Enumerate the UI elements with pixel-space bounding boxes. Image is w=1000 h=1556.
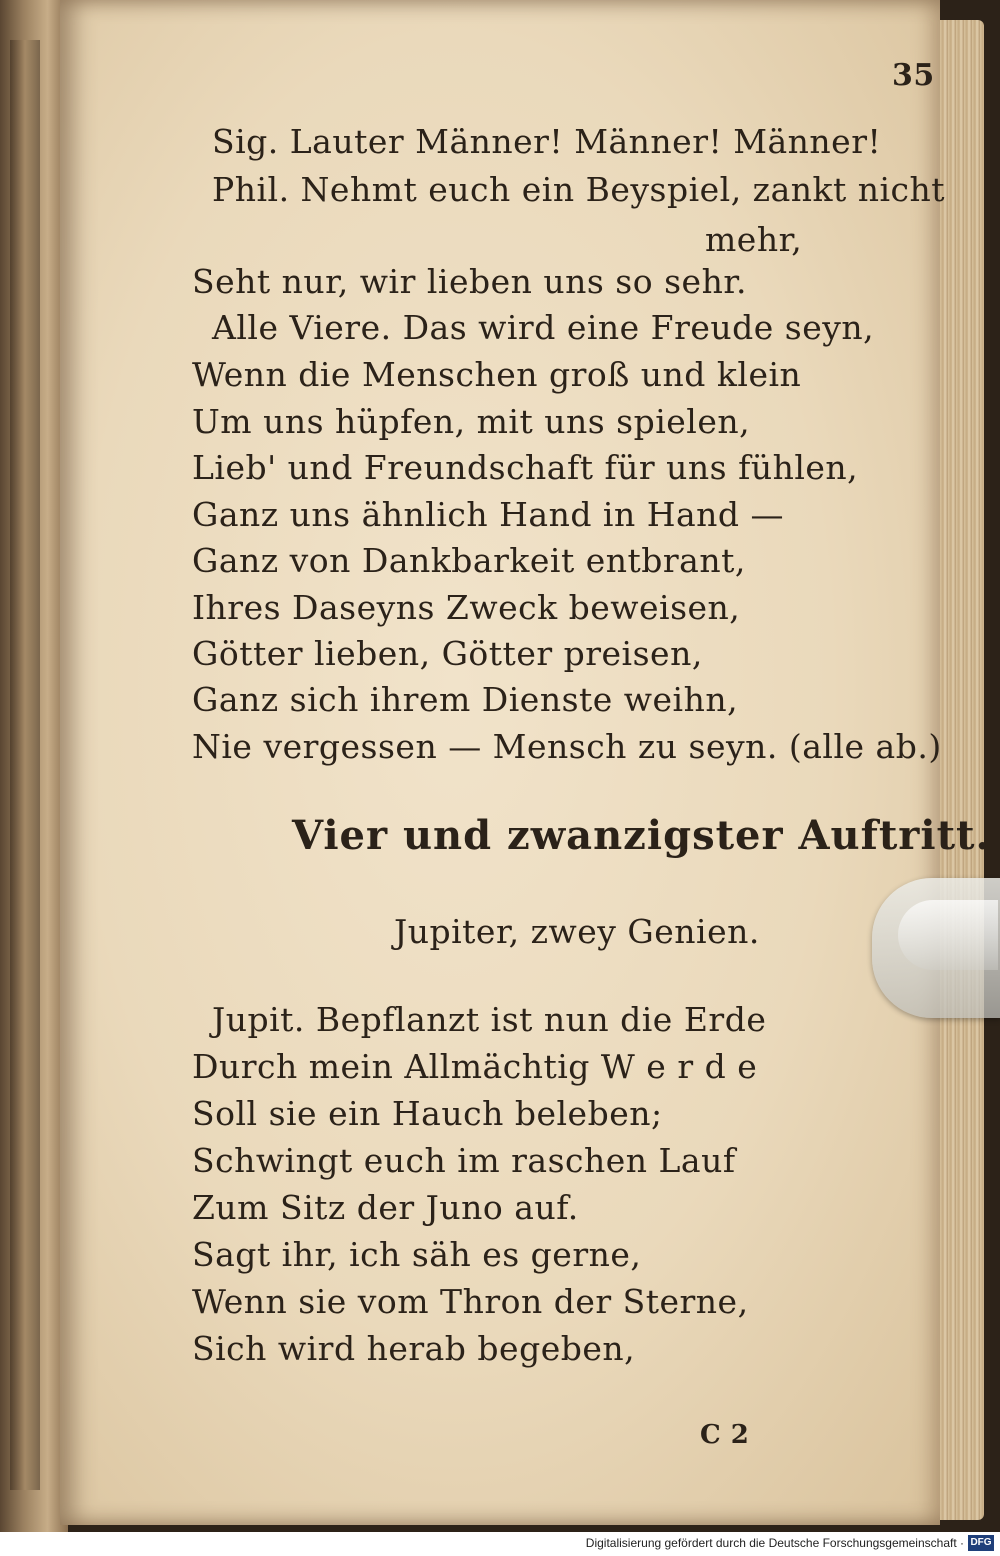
- page-number: 35: [892, 58, 935, 93]
- footer-credit: Digitalisierung gefördert durch die Deutsche Forschungsgemeinschaft ·: [585, 1536, 964, 1550]
- text-line-12: Götter lieben, Götter preisen,: [192, 634, 703, 673]
- text-line-21: Wenn sie vom Thron der Sterne,: [192, 1282, 749, 1321]
- text-line-8: Lieb' und Freundschaft für uns fühlen,: [192, 448, 859, 487]
- text-line-1: Sig. Lauter Männer! Männer! Männer!: [212, 122, 882, 161]
- signature-mark: C 2: [700, 1420, 750, 1450]
- book-page: [60, 0, 991, 1525]
- text-line-9: Ganz uns ähnlich Hand in Hand —: [192, 495, 785, 534]
- scene-characters: Jupiter, zwey Genien.: [394, 912, 760, 951]
- text-line-22: Sich wird herab begeben,: [192, 1329, 636, 1368]
- text-line-4: Seht nur, wir lieben uns so sehr.: [192, 262, 747, 301]
- dfg-logo-icon: DFG: [968, 1535, 994, 1551]
- text-line-14: Nie vergessen — Mensch zu seyn. (alle ab.): [192, 727, 942, 766]
- text-line-11: Ihres Daseyns Zweck beweisen,: [192, 588, 741, 627]
- text-line-7: Um uns hüpfen, mit uns spielen,: [192, 402, 751, 441]
- text-line-13: Ganz sich ihrem Dienste weihn,: [192, 680, 739, 719]
- text-line-20: Sagt ihr, ich säh es gerne,: [192, 1235, 642, 1274]
- text-line-19: Zum Sitz der Juno auf.: [192, 1188, 579, 1227]
- text-line-17: Soll sie ein Hauch beleben;: [192, 1094, 663, 1133]
- text-line-6: Wenn die Menschen groß und klein: [192, 355, 802, 394]
- left-page-edge: [0, 0, 68, 1532]
- scene-heading: Vier und zwanzigster Auftritt.: [292, 812, 991, 859]
- text-line-10: Ganz von Dankbarkeit entbrant,: [192, 541, 746, 580]
- text-line-18: Schwingt euch im raschen Lauf: [192, 1141, 736, 1180]
- footer-bar: [0, 1532, 1000, 1556]
- text-line-15: Jupit. Bepflanzt ist nun die Erde: [212, 1000, 767, 1039]
- page-clip: [872, 878, 1000, 1018]
- text-line-3: mehr,: [705, 220, 803, 259]
- text-line-5: Alle Viere. Das wird eine Freude seyn,: [212, 308, 875, 347]
- text-line-2: Phil. Nehmt euch ein Beyspiel, zankt nicht: [212, 170, 946, 209]
- text-line-16: Durch mein Allmächtig W e r d e: [192, 1047, 758, 1086]
